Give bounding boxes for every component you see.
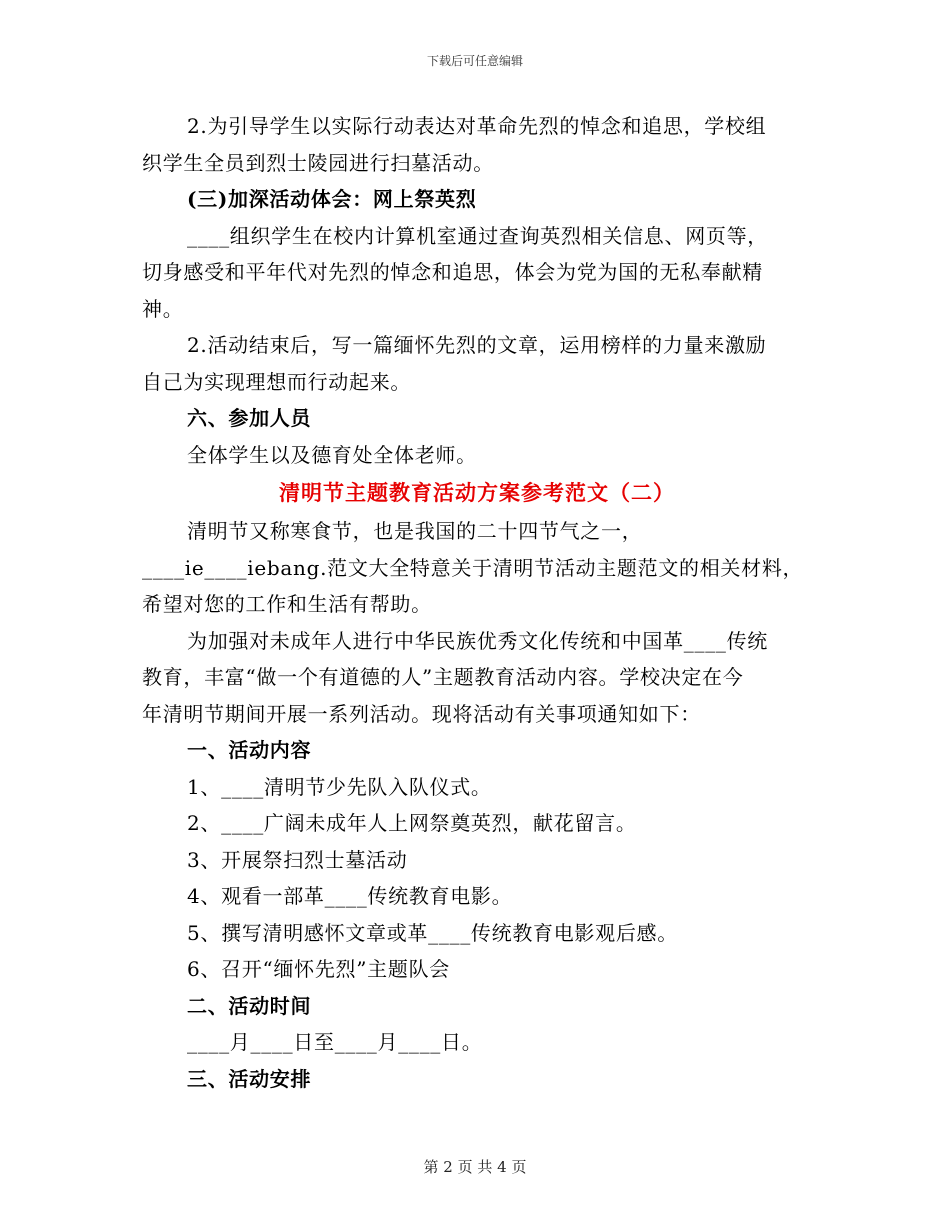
- section-heading: 三、活动安排: [187, 1066, 312, 1091]
- paragraph-line: 2.活动结束后，写一篇缅怀先烈的文章，运用榜样的力量来激励: [187, 333, 767, 357]
- document-body: [142, 108, 812, 1097]
- page-footer: 第 2 页 共 4 页: [423, 1158, 527, 1176]
- page-header: 下载后可任意编辑: [426, 54, 523, 68]
- paragraph-line: ____ie____iebang.范文大全特意关于清明节活动主题范文的相关材料，: [142, 555, 804, 580]
- list-item: 6、召开“缅怀先烈”主题队会: [187, 957, 450, 981]
- paragraph-line: 2.为引导学生以实际行动表达对革命先烈的悼念和追思，学校组: [187, 114, 767, 138]
- list-item: 1、____清明节少先队入队仪式。: [187, 774, 492, 799]
- paragraph-line: 切身感受和平年代对先烈的悼念和追思，体会为党为国的无私奉献精: [142, 260, 763, 284]
- paragraph-line: 织学生全员到烈士陵园进行扫墓活动。: [142, 150, 494, 175]
- section-heading: 一、活动内容: [187, 738, 312, 762]
- paragraph-line: ____月____日至____月____日。: [187, 1030, 483, 1054]
- list-item: 5、撰写清明感怀文章或革____传统教育电影观后感。: [187, 920, 678, 945]
- paragraph-line: ____组织学生在校内计算机室通过查询英烈相关信息、网页等，: [187, 223, 768, 248]
- paragraph-line: 为加强对未成年人进行中华民族优秀文化传统和中国革____传统: [187, 628, 768, 653]
- list-item: 4、观看一部革____传统教育电影。: [187, 884, 513, 908]
- paragraph-line: 希望对您的工作和生活有帮助。: [142, 592, 432, 616]
- section-heading: 二、活动时间: [187, 993, 312, 1018]
- paragraph-line: 年清明节期间开展一系列活动。现将活动有关事项通知如下：: [142, 701, 701, 726]
- paragraph-line: 全体学生以及德育处全体老师。: [187, 442, 477, 467]
- list-item: 2、____广阔未成年人上网祭奠英烈，献花留言。: [187, 811, 637, 835]
- section-heading: (三)加深活动体会：网上祭英烈: [187, 187, 477, 211]
- document-title: 清明节主题教育活动方案参考范文（二）: [279, 480, 675, 505]
- list-item: 3、开展祭扫烈士墓活动: [187, 847, 408, 872]
- paragraph-line: 清明节又称寒食节，也是我国的二十四节气之一，: [187, 519, 643, 543]
- section-heading: 六、参加人员: [187, 406, 312, 430]
- paragraph-line: 神。: [142, 296, 184, 321]
- paragraph-line: 自己为实现理想而行动起来。: [142, 369, 412, 394]
- paragraph-line: 教育，丰富“做一个有道德的人”主题教育活动内容。学校决定在今: [142, 665, 744, 689]
